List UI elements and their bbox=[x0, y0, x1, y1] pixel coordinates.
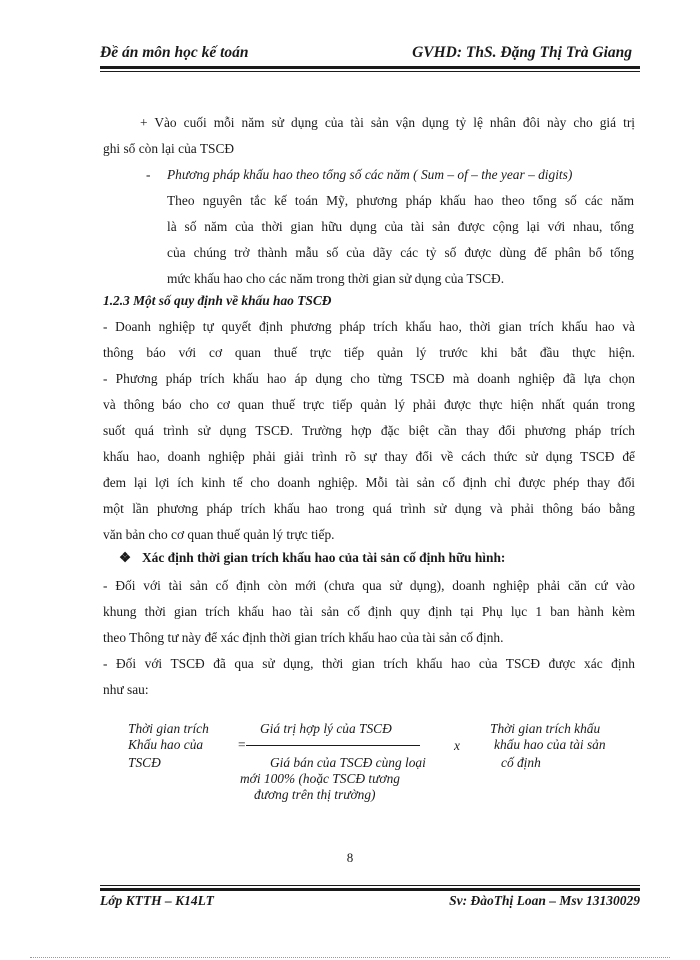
sub-line: - Đối với tài sản cố định còn mới (chưa qua sử dụng), doanh nghiệp phải căn cứ vào bbox=[103, 578, 635, 593]
section-line: - Phương pháp trích khấu hao áp dụng cho từng TSCĐ mà doanh nghiệp đã lựa chọn bbox=[103, 371, 635, 386]
header-rule-thin bbox=[100, 71, 640, 72]
formula-times: x bbox=[454, 738, 460, 753]
footer-rule-thin bbox=[100, 885, 640, 886]
section-heading: 1.2.3 Một số quy định về khấu hao TSCĐ bbox=[103, 293, 332, 308]
method-line: Theo nguyên tắc kế toán Mỹ, phương pháp khấu hao theo tổng số các năm bbox=[167, 193, 634, 208]
sub-heading: Xác định thời gian trích khấu hao của tài sản cố định hữu hình: bbox=[142, 550, 506, 565]
section-line: một lần phương pháp trích khấu hao trong quá trình sử dụng và phải thông báo bằng bbox=[103, 501, 635, 516]
sub-line: như sau: bbox=[103, 682, 149, 697]
page-header bbox=[100, 38, 640, 66]
formula-rhs-line: khấu hao của tài sản bbox=[494, 737, 606, 752]
fraction-bar bbox=[246, 745, 420, 746]
section-line: và thông báo cho cơ quan thuế trực tiếp quản lý phải được thực hiện nhất quán trong bbox=[103, 397, 635, 412]
formula-denominator-line: đương trên thị trường) bbox=[254, 787, 376, 802]
method-line: mức khấu hao cho các năm trong thời gian sử dụng của TSCĐ. bbox=[167, 271, 505, 286]
formula-rhs-line: Thời gian trích khấu bbox=[490, 721, 601, 736]
footer-rule-thick bbox=[100, 888, 640, 891]
footer-class: Lớp KTTH – K14LT bbox=[100, 893, 214, 908]
sub-line: - Đối với TSCĐ đã qua sử dụng, thời gian trích khấu hao của TSCĐ được xác định bbox=[103, 656, 635, 671]
paragraph-line: ghi sổ còn lại của TSCĐ bbox=[103, 141, 235, 156]
diamond-bullet-icon: ❖ bbox=[119, 550, 132, 565]
section-line: đem lại lợi ích kinh tế cho doanh nghiệp. Mỗi tài sản cố định chỉ được phép thay đổi bbox=[103, 475, 635, 490]
paragraph-line: + Vào cuối mỗi năm sử dụng của tài sản vận dụng tỷ lệ nhân đôi này cho giá trị bbox=[140, 115, 635, 130]
formula-denominator-line: mới 100% (hoặc TSCĐ tương bbox=[240, 771, 400, 786]
footer-student: Sv: ĐàoThị Loan – Msv 13130029 bbox=[449, 893, 640, 908]
formula-lhs-line: TSCĐ bbox=[128, 755, 161, 770]
formula-denominator-line: Giá bán của TSCĐ cùng loại bbox=[270, 755, 426, 770]
page-number: 8 bbox=[346, 850, 354, 865]
formula-equals: = bbox=[238, 737, 246, 752]
sub-line: theo Thông tư này để xác định thời gian trích khấu hao của tài sản cố định. bbox=[103, 630, 504, 645]
sub-line: khung thời gian trích khấu hao tài sản cố định quy định tại Phụ lục 1 ban hành kèm bbox=[103, 604, 635, 619]
formula-numerator: Giá trị hợp lý của TSCĐ bbox=[260, 721, 392, 736]
page-bottom-dotted-border bbox=[30, 957, 670, 958]
section-line: khấu hao, doanh nghiệp phải giải trình rõ sự thay đổi về cách thức sử dụng TSCĐ để bbox=[103, 449, 635, 464]
method-line: là số năm của thời gian hữu dụng của tài sản được cộng lại với nhau, tổng bbox=[167, 219, 634, 234]
section-line: - Doanh nghiệp tự quyết định phương pháp trích khấu hao, thời gian trích khấu hao và bbox=[103, 319, 635, 334]
list-dash: - bbox=[146, 167, 151, 182]
formula-lhs-line: Khấu hao của bbox=[128, 737, 204, 752]
method-line: của chúng trở thành mẫu số của dãy các tỷ số được dùng để phân bổ tổng bbox=[167, 245, 634, 260]
formula-rhs-line: cố định bbox=[501, 755, 541, 770]
header-supervisor: GVHD: ThS. Đặng Thị Trà Giang bbox=[412, 44, 632, 61]
formula-lhs-line: Thời gian trích bbox=[128, 721, 209, 736]
section-line: thông báo với cơ quan thuế trực tiếp quản lý trước khi bắt đầu thực hiện. bbox=[103, 345, 635, 360]
header-course-title: Đề án môn học kế toán bbox=[100, 44, 249, 61]
header-rule-thick bbox=[100, 66, 640, 69]
section-line: suốt quá trình sử dụng TSCĐ. Trường hợp đặc biệt cần thay đổi phương pháp trích bbox=[103, 423, 635, 438]
method-title: Phương pháp khấu hao theo tổng số các năm ( Sum – of – the year – digits) bbox=[167, 167, 573, 182]
section-line: văn bản cho cơ quan thuế quản lý trực tiếp. bbox=[103, 527, 335, 542]
